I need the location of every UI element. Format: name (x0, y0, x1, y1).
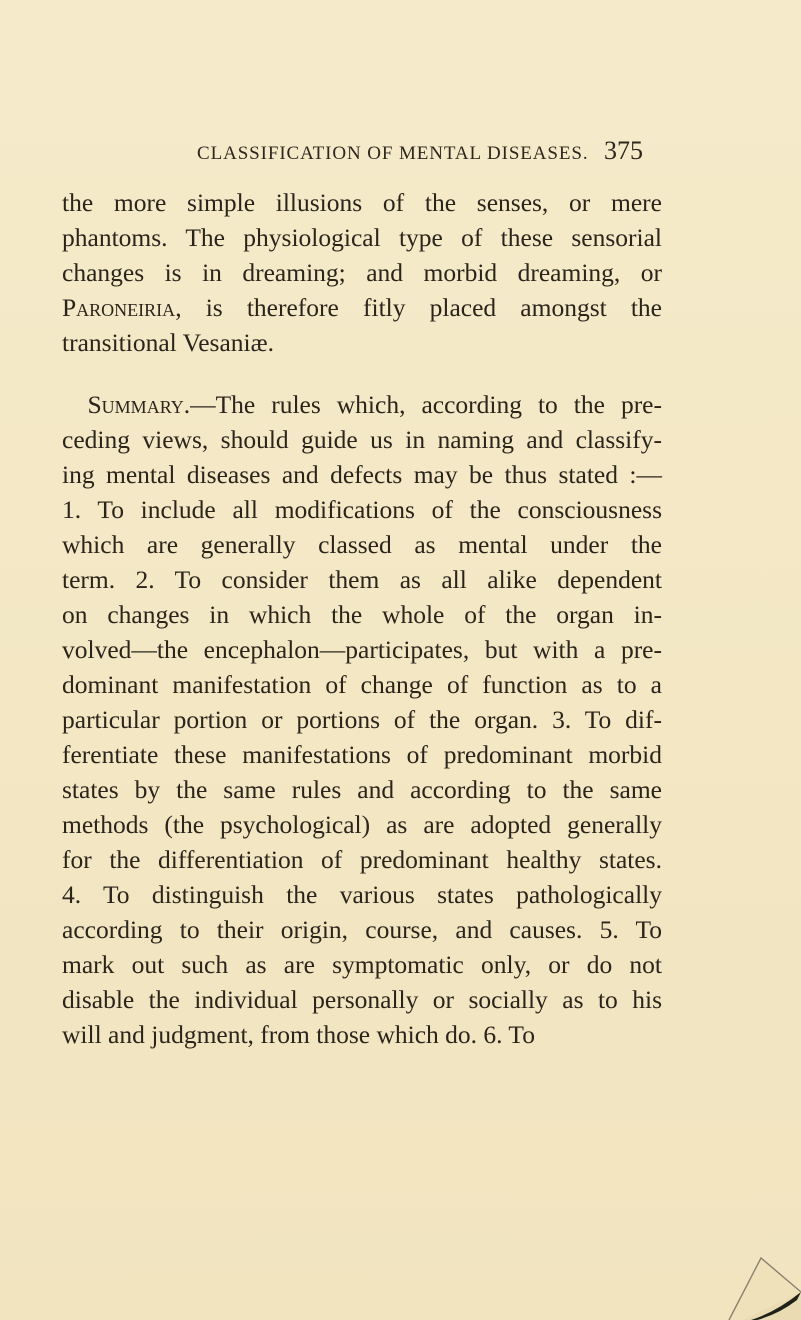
text-line: ing mental diseases and defects may be thus stated :— (62, 460, 662, 489)
text-line-rest: .—The rules which, according to the pre- (183, 390, 662, 419)
text-line: phantoms. The physiological type of these sensorial (62, 223, 662, 252)
running-head: CLASSIFICATION OF MENTAL DISEASES. (197, 143, 589, 164)
page-corner-mark (721, 1200, 801, 1320)
text-line: which are generally classed as mental under the (62, 530, 662, 559)
page-number: 375 (604, 136, 643, 165)
text-line: changes is in dreaming; and morbid dreaming, or (62, 258, 662, 287)
body-text (62, 185, 662, 1052)
text-line: particular portion or portions of the organ. 3. To dif- (62, 705, 662, 734)
text-line: transitional Vesaniæ. (62, 328, 275, 357)
paragraph-1 (62, 185, 662, 360)
paragraph-2 (62, 387, 662, 1052)
text-line: methods (the psychological) as are adopted generally (62, 810, 662, 839)
paroneiria-term: Paroneiria (62, 293, 176, 322)
text-line: ceding views, should guide us in naming and classify- (62, 425, 662, 454)
summary-heading: Summary (87, 390, 184, 419)
text-line: 1. To include all modifications of the consciousness (62, 495, 662, 524)
text-line: the more simple illusions of the senses, or mere (62, 188, 662, 217)
text-line: mark out such as are symptomatic only, or do not (62, 950, 662, 979)
text-line: disable the individual personally or socially as to his (62, 985, 662, 1014)
text-line (62, 387, 662, 422)
text-line: on changes in which the whole of the organ in- (62, 600, 662, 629)
text-line: dominant manifestation of change of function as to a (62, 670, 662, 699)
text-line: ferentiate these manifestations of predominant morbid (62, 740, 662, 769)
text-line: term. 2. To consider them as all alike dependent (62, 565, 662, 594)
text-line-rest: , is therefore fitly placed amongst the (175, 293, 662, 322)
text-line (62, 290, 662, 325)
text-line: states by the same rules and according to the same (62, 775, 662, 804)
text-line: will and judgment, from those which do. 6. To (62, 1020, 535, 1049)
text-line: according to their origin, course, and causes. 5. To (62, 915, 662, 944)
text-line: 4. To distinguish the various states pathologically (62, 880, 662, 909)
text-line: volved—the encephalon—participates, but with a pre- (62, 635, 662, 664)
text-line: for the differentiation of predominant healthy states. (62, 845, 662, 874)
